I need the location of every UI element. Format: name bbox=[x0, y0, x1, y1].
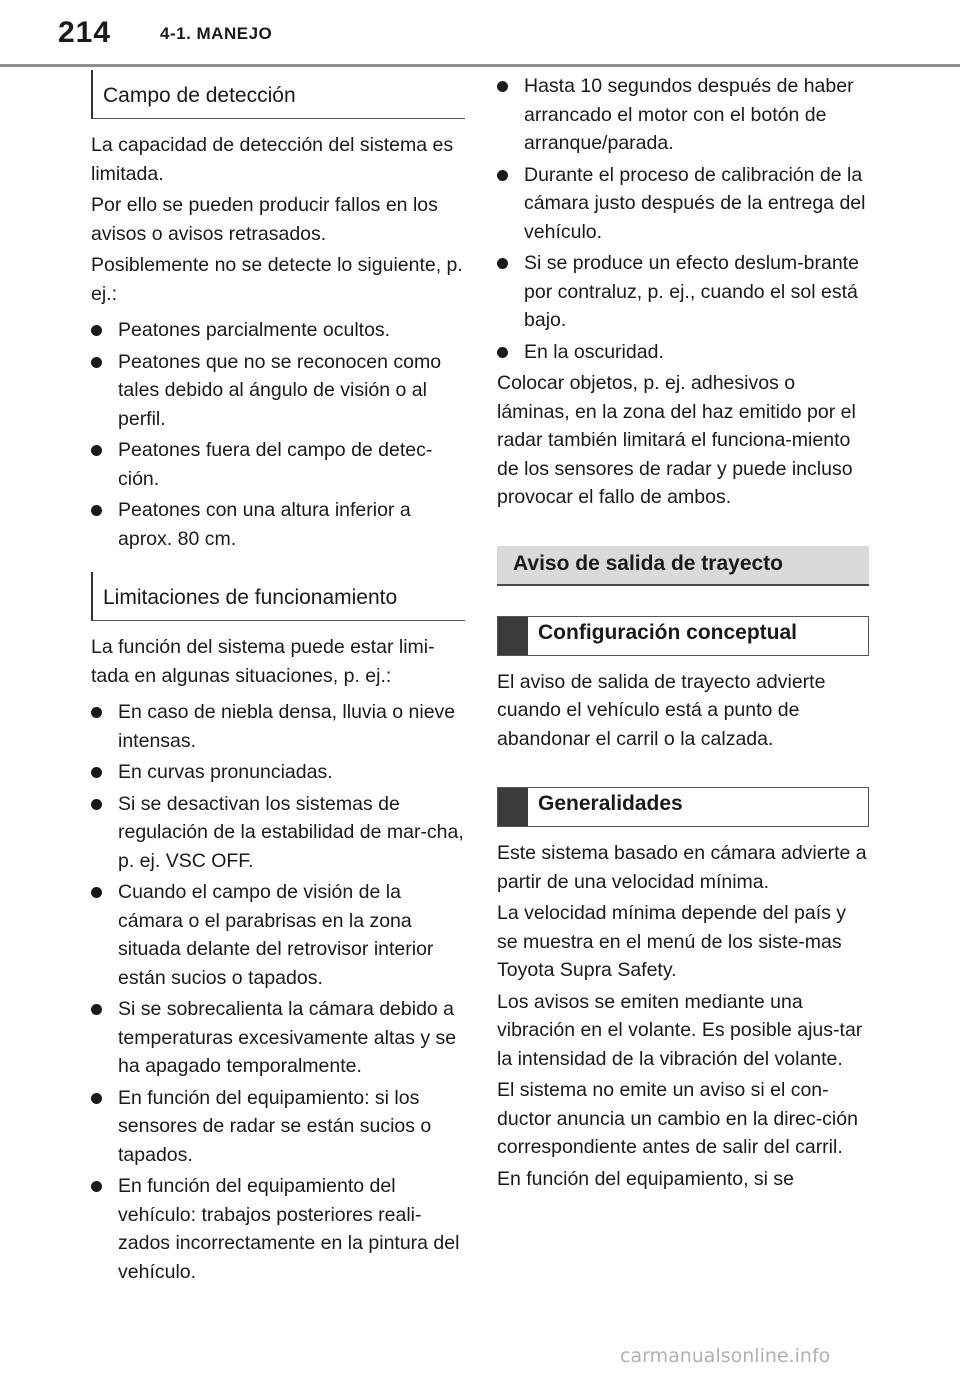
list-item: En función del equipamiento: si los sensores de radar se están sucios o tapados. bbox=[91, 1084, 465, 1170]
paragraph: En función del equipamiento, si se bbox=[497, 1167, 795, 1190]
list-item: Peatones que no se reconocen como tales debido al ángulo de visión o al perfil. bbox=[91, 348, 465, 434]
section-title-aviso-salida: Aviso de salida de trayecto bbox=[497, 546, 869, 586]
paragraph: Este sistema basado en cámara advierte a partir de una velocidad mínima. bbox=[497, 842, 867, 893]
page-number: 214 bbox=[58, 16, 112, 49]
heading-generalidades bbox=[497, 787, 869, 827]
paragraph: El sistema no emite un aviso si el con-ductor anuncia un cambio en la direc-ción correspondiente antes de salir del carril. bbox=[497, 1079, 858, 1158]
list-item: Durante el proceso de calibración de la cámara justo después de la entrega del vehículo. bbox=[497, 161, 869, 247]
heading-text: Configuración conceptual bbox=[538, 620, 798, 644]
bullet-list-detection bbox=[91, 316, 465, 553]
page-header bbox=[0, 0, 960, 70]
heading-campo-deteccion: Campo de detección bbox=[91, 70, 465, 119]
list-item: En función del equipamiento del vehículo: trabajos posteriores reali-zados incorrectamente en la pintura del vehículo. bbox=[91, 1172, 465, 1286]
list-item: Si se sobrecalienta la cámara debido a temperaturas excesivamente altas y se ha apagado temporalmente. bbox=[91, 995, 465, 1081]
paragraph: La función del sistema puede estar limi-tada en algunas situaciones, p. ej.: bbox=[91, 636, 435, 687]
paragraph: Colocar objetos, p. ej. adhesivos o láminas, en la zona del haz emitido por el radar también limitará el funciona-miento de los sensores de radar y puede incluso provocar el fallo de ambos. bbox=[497, 372, 856, 508]
paragraph: La velocidad mínima depende del país y se muestra en el menú de los siste-mas Toyota Supra Safety. bbox=[497, 902, 847, 981]
chapter-title: 4-1. MANEJO bbox=[160, 24, 273, 43]
paragraph: Los avisos se emiten mediante una vibración en el volante. Es posible ajus-tar la intensidad de la vibración del volante. bbox=[497, 990, 863, 1070]
list-item: Si se desactivan los sistemas de regulación de la estabilidad de mar-cha, p. ej. VSC OFF. bbox=[91, 790, 465, 876]
list-item: En la oscuridad. bbox=[497, 338, 869, 367]
heading-marker bbox=[498, 788, 528, 826]
paragraph: El aviso de salida de trayecto advierte cuando el vehículo está a punto de abandonar el carril o la calzada. bbox=[497, 670, 826, 750]
list-item: Peatones parcialmente ocultos. bbox=[91, 316, 465, 345]
heading-limitaciones: Limitaciones de funcionamiento bbox=[91, 572, 465, 621]
list-item: Cuando el campo de visión de la cámara o el parabrisas en la zona situada delante del retrovisor interior están sucios o tapados. bbox=[91, 878, 465, 992]
list-item: En curvas pronunciadas. bbox=[91, 758, 465, 787]
right-column bbox=[497, 72, 869, 1196]
list-item: Si se produce un efecto deslum-brante por contraluz, p. ej., cuando el sol está bajo. bbox=[497, 249, 869, 335]
watermark: carmanualsonline.info bbox=[620, 1345, 831, 1367]
heading-configuracion-conceptual bbox=[497, 616, 869, 656]
bullet-list-continued bbox=[497, 72, 869, 366]
paragraph: La capacidad de detección del sistema es limitada. bbox=[91, 134, 454, 185]
header-rule bbox=[0, 64, 960, 67]
paragraph: Posiblemente no se detecte lo siguiente, p. ej.: bbox=[91, 254, 463, 305]
list-item: Peatones con una altura inferior a aprox. 80 cm. bbox=[91, 496, 465, 553]
list-item: Peatones fuera del campo de detec-ción. bbox=[91, 436, 465, 493]
heading-text: Generalidades bbox=[538, 792, 683, 815]
list-item: En caso de niebla densa, lluvia o nieve intensas. bbox=[91, 698, 465, 755]
paragraph: Por ello se pueden producir fallos en los avisos o avisos retrasados. bbox=[91, 194, 438, 245]
left-column bbox=[91, 70, 465, 1289]
heading-marker bbox=[498, 617, 528, 655]
list-item: Hasta 10 segundos después de haber arrancado el motor con el botón de arranque/parada. bbox=[497, 72, 869, 158]
bullet-list-limitations bbox=[91, 698, 465, 1286]
